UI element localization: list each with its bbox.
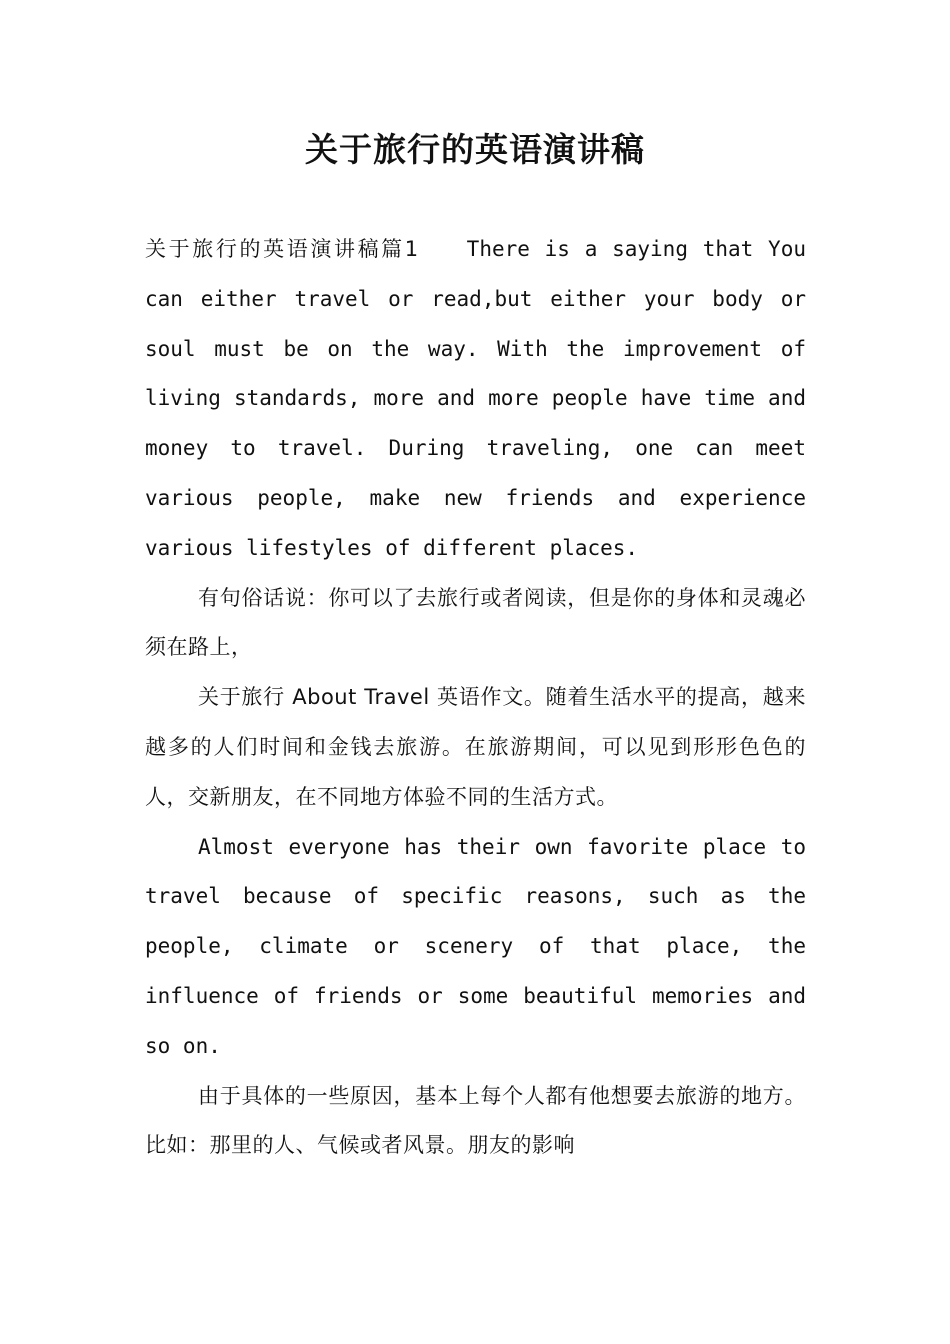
paragraph-2: 有句俗话说：你可以了去旅行或者阅读，但是你的身体和灵魂必须在路上， [145,585,806,660]
paragraph-5: 由于具体的一些原因，基本上每个人都有他想要去旅游的地方。比如：那里的人、气候或者风景。朋友的影响 [145,1083,806,1158]
paragraph-1-text: There is a saying that You can either travel or read,but either your body or soul must be on the way. With the improvement of living standards, more and more people have time and money to travel. During traveling, one can meet various people, make new friends and experience various lifestyles of different places. [145,237,806,560]
document-body [145,225,806,1171]
paragraph-4: Almost everyone has their own favorite place to travel because of specific reasons, such as the people, climate or scenery of that place, the influence of friends or some beautiful memories and so on. [145,834,806,1058]
paragraph-1 [145,225,806,574]
document-title: 关于旅行的英语演讲稿 [305,130,645,169]
section-heading: 关于旅行的英语演讲稿篇1 [145,237,419,261]
paragraph-3: 关于旅行 About Travel 英语作文。随着生活水平的提高，越来越多的人们时间和金钱去旅游。在旅游期间，可以见到形形色色的人，交新朋友，在不同地方体验不同的生活方式。 [145,685,806,809]
